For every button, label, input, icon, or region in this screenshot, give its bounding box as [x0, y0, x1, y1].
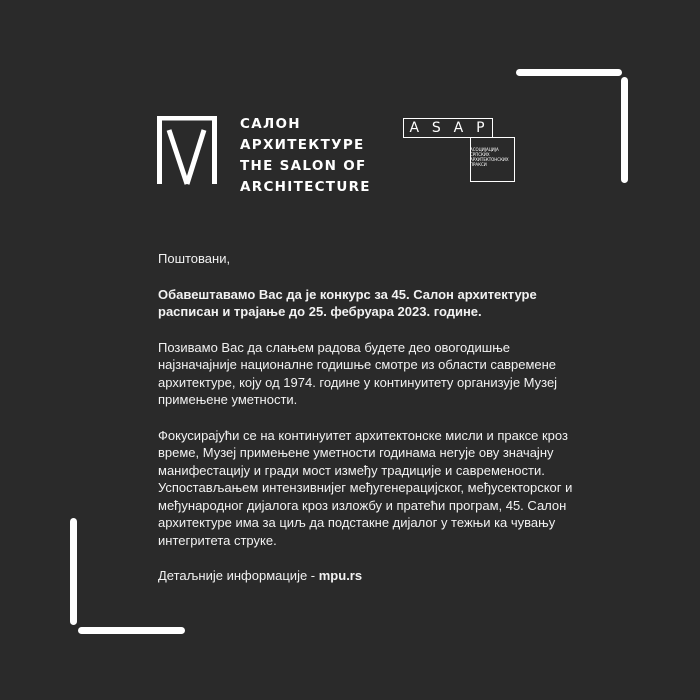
bracket-horizontal-bar: [78, 627, 185, 634]
bracket-horizontal-bar: [516, 69, 622, 76]
letter-body: [158, 250, 588, 603]
logo-line: АРХИТЕКТУРЕ: [240, 137, 365, 153]
asap-wordmark: [403, 118, 493, 138]
asap-letter: A: [409, 120, 422, 136]
salon-logo-text: [240, 114, 371, 198]
asap-subtitle: [470, 147, 514, 167]
greeting: Поштовани,: [158, 251, 231, 266]
logo-line: САЛОН: [240, 116, 301, 132]
asap-letter: A: [453, 120, 466, 136]
corner-bracket-top-right: [516, 69, 628, 183]
logo-line: ARCHITECTURE: [240, 179, 371, 195]
asap-sub-line: АРХИТЕКТОНСКИХ: [470, 157, 509, 162]
more-info-label: Детаљније информације -: [158, 568, 319, 583]
bracket-vertical-bar: [70, 518, 77, 625]
asap-sub-line: ПРАКСИ: [470, 162, 487, 167]
website-link[interactable]: mpu.rs: [318, 568, 363, 583]
logo-line: THE SALON OF: [240, 158, 367, 174]
bracket-vertical-bar: [621, 77, 628, 183]
asap-sub-line: СРПСКИХ: [470, 152, 490, 157]
more-info: [158, 567, 588, 585]
paragraph-invitation: Позивамо Вас да слањем радова будете део овогодишње најзначајније националне годишње смотре из области савремене архитектуре, коју од 1974. године у континуитету организује Музеј примењене уметности.: [158, 339, 558, 407]
salon-logo-icon: [155, 116, 219, 186]
asap-sub-line: АСОЦИЈАЦИЈА: [470, 147, 499, 152]
asap-letter: S: [431, 120, 443, 136]
paragraph-description: Фокусирајући се на континуитет архитектонске мисли и праксе кроз време, Музеј примењене уметности годинама негује ову значајну манифестацију и гради мост између традиције и савремености. Успостављањем интензивнијег међугенерацијског, међусекторског и међународног дијалога кроз изложбу и пратећи програм, 45. Салон архитектуре има за циљ да подстакне дијалог у тежњи ка чувању интегритета струке.: [158, 427, 573, 548]
announcement: Обавештавамо Вас да је конкурс за 45. Салон архитектуре расписан и трајање до 25. фебруара 2023. године.: [158, 286, 537, 319]
asap-letter: P: [476, 120, 487, 136]
